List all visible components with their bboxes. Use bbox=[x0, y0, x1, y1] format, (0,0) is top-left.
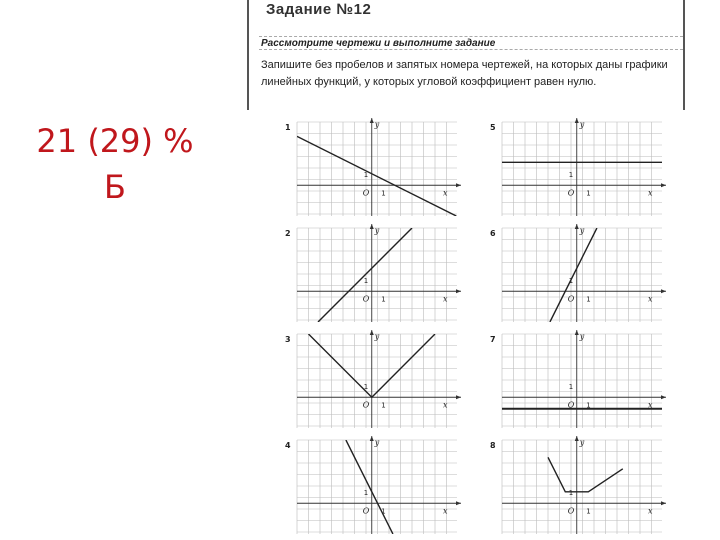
task-title: Задание №12 bbox=[266, 1, 372, 18]
y-unit-label: 1 bbox=[568, 488, 574, 497]
graph-number: 5 bbox=[490, 123, 496, 132]
graph-svg bbox=[285, 436, 465, 536]
graph-2 bbox=[285, 224, 465, 324]
x-arrow-icon bbox=[661, 501, 666, 505]
sheet-border-right bbox=[683, 0, 685, 110]
graph-svg bbox=[490, 224, 670, 324]
origin-label: O bbox=[362, 188, 370, 198]
graph-svg bbox=[285, 224, 465, 324]
function-graph bbox=[318, 228, 412, 322]
origin-label: O bbox=[567, 294, 575, 304]
sheet-border-left bbox=[247, 0, 249, 110]
x-unit-label: 1 bbox=[381, 189, 386, 198]
graph-6 bbox=[490, 224, 670, 324]
y-unit-label: 1 bbox=[363, 170, 369, 179]
x-unit-label: 1 bbox=[381, 295, 386, 304]
divider bbox=[259, 36, 683, 37]
graph-number: 8 bbox=[490, 441, 496, 450]
origin-label: O bbox=[567, 188, 575, 198]
y-arrow-icon bbox=[370, 118, 374, 123]
graph-svg bbox=[490, 118, 670, 218]
y-arrow-icon bbox=[575, 118, 579, 123]
function-graph bbox=[550, 228, 597, 322]
y-axis-label: y bbox=[579, 226, 585, 235]
task-instruction: Рассмотрите чертежи и выполните задание bbox=[261, 38, 496, 49]
x-unit-label: 1 bbox=[381, 401, 386, 410]
graph-svg bbox=[490, 330, 670, 430]
x-arrow-icon bbox=[456, 183, 461, 187]
y-axis-label: y bbox=[374, 332, 380, 341]
function-graph bbox=[297, 136, 456, 216]
graph-4 bbox=[285, 436, 465, 536]
y-arrow-icon bbox=[370, 436, 374, 441]
x-arrow-icon bbox=[661, 289, 666, 293]
y-unit-label: 1 bbox=[568, 170, 574, 179]
graph-7 bbox=[490, 330, 670, 430]
y-unit-label: 1 bbox=[568, 276, 574, 285]
origin-label: O bbox=[362, 294, 370, 304]
x-unit-label: 1 bbox=[381, 507, 386, 516]
origin-label: O bbox=[362, 506, 370, 516]
y-arrow-icon bbox=[370, 224, 374, 229]
x-axis-label: x bbox=[443, 400, 448, 410]
divider bbox=[259, 49, 683, 50]
x-arrow-icon bbox=[456, 289, 461, 293]
answer-block bbox=[0, 118, 230, 210]
x-axis-label: x bbox=[648, 188, 653, 198]
graph-number: 4 bbox=[285, 441, 291, 450]
x-arrow-icon bbox=[661, 183, 666, 187]
y-axis-label: y bbox=[579, 438, 585, 447]
y-unit-label: 1 bbox=[363, 276, 369, 285]
y-axis-label: y bbox=[374, 438, 380, 447]
y-axis-label: y bbox=[374, 226, 380, 235]
x-unit-label: 1 bbox=[586, 295, 591, 304]
x-arrow-icon bbox=[456, 395, 461, 399]
x-arrow-icon bbox=[661, 395, 666, 399]
x-axis-label: x bbox=[648, 506, 653, 516]
graph-number: 6 bbox=[490, 229, 496, 238]
graph-5 bbox=[490, 118, 670, 218]
y-unit-label: 1 bbox=[568, 382, 574, 391]
x-axis-label: x bbox=[443, 506, 448, 516]
y-arrow-icon bbox=[575, 436, 579, 441]
x-axis-label: x bbox=[443, 188, 448, 198]
task-text: Запишите без пробелов и запятых номера чертежей, на которых даны графики линейных функций, у которых угловой коэффициент равен нулю. bbox=[261, 59, 668, 88]
x-axis-label: x bbox=[648, 294, 653, 304]
y-axis-label: y bbox=[374, 120, 380, 129]
function-graph bbox=[346, 440, 393, 534]
graph-svg bbox=[490, 436, 670, 536]
x-unit-label: 1 bbox=[586, 189, 591, 198]
origin-label: O bbox=[567, 400, 575, 410]
task-sheet bbox=[247, 0, 687, 540]
origin-label: O bbox=[567, 506, 575, 516]
y-unit-label: 1 bbox=[363, 382, 369, 391]
y-unit-label: 1 bbox=[363, 488, 369, 497]
x-axis-label: x bbox=[443, 294, 448, 304]
graph-number: 2 bbox=[285, 229, 291, 238]
x-unit-label: 1 bbox=[586, 507, 591, 516]
y-arrow-icon bbox=[370, 330, 374, 335]
y-arrow-icon bbox=[575, 330, 579, 335]
origin-label: O bbox=[362, 400, 370, 410]
graph-svg bbox=[285, 330, 465, 430]
y-arrow-icon bbox=[575, 224, 579, 229]
x-arrow-icon bbox=[456, 501, 461, 505]
answer-percent: 21 (29) % bbox=[36, 122, 194, 160]
graph-svg bbox=[285, 118, 465, 218]
graph-8 bbox=[490, 436, 670, 536]
y-axis-label: y bbox=[579, 332, 585, 341]
answer-letter: Б bbox=[104, 168, 126, 206]
y-axis-label: y bbox=[579, 120, 585, 129]
graph-number: 7 bbox=[490, 335, 496, 344]
x-axis-label: x bbox=[648, 400, 653, 410]
graph-1 bbox=[285, 118, 465, 218]
graph-number: 3 bbox=[285, 335, 291, 344]
graph-number: 1 bbox=[285, 123, 291, 132]
x-unit-label: 1 bbox=[586, 401, 591, 410]
graph-3 bbox=[285, 330, 465, 430]
